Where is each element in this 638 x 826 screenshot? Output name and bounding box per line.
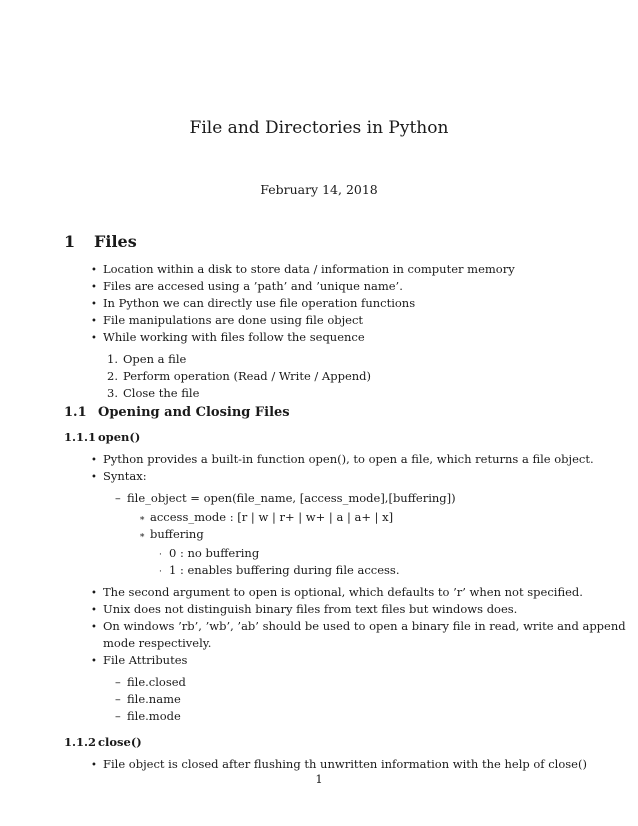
param-item: ∗ access_mode : [r | w | r+ | w+ | a | a+ | x] — [139, 510, 394, 524]
asterisk-icon: ∗ — [139, 531, 146, 541]
bullet-icon: • — [91, 299, 97, 310]
attribute-item: – file.name — [115, 692, 181, 706]
enum-item: 1. Open a file — [107, 352, 187, 366]
bullet-icon: • — [91, 472, 97, 483]
list-item: • Python provides a built-in function open(), to open a file, which returns a file object. — [91, 452, 594, 466]
bullet-icon: • — [91, 455, 97, 466]
attribute-item: – file.mode — [115, 709, 181, 723]
dash-icon: – — [115, 491, 121, 505]
dash-icon: – — [115, 675, 121, 689]
bullet-icon: • — [91, 282, 97, 293]
middle-dot-icon: · — [159, 550, 162, 560]
list-item: • Files are accesed using a ’path’ and ’unique name’. — [91, 279, 403, 293]
section-title: Files — [94, 232, 137, 251]
list-item: • Unix does not distinguish binary files from text files but windows does. — [91, 602, 518, 616]
bullet-icon: • — [91, 588, 97, 599]
attribute-item: – file.closed — [115, 675, 186, 689]
bullet-icon: • — [91, 316, 97, 327]
list-item: • While working with files follow the sequence — [91, 330, 365, 344]
list-item-continuation: mode respectively. — [103, 636, 212, 650]
bullet-icon: • — [91, 656, 97, 667]
enum-item: 3. Close the file — [107, 386, 200, 400]
middle-dot-icon: · — [159, 567, 162, 577]
list-item: • File object is closed after flushing th unwritten information with the help of close() — [91, 757, 587, 771]
bullet-icon: • — [91, 605, 97, 616]
bullet-icon: • — [91, 622, 97, 633]
asterisk-icon: ∗ — [139, 514, 146, 524]
document-date: February 14, 2018 — [260, 182, 378, 197]
subsubsection-heading-open: 1.1.1 open() — [64, 430, 141, 444]
option-item: · 0 : no buffering — [159, 546, 260, 560]
list-item: • File Attributes — [91, 653, 188, 667]
option-item: · 1 : enables buffering during file access. — [159, 563, 400, 577]
bullet-icon: • — [91, 333, 97, 344]
dash-icon: – — [115, 709, 121, 723]
page-number: 1 — [315, 772, 323, 786]
enum-item: 2. Perform operation (Read / Write / Append) — [107, 369, 372, 383]
syntax-line: – file_object = open(file_name, [access_mode],[buffering]) — [115, 491, 456, 505]
section-heading-files — [64, 232, 137, 251]
bullet-icon: • — [91, 760, 97, 771]
section-number: 1 — [64, 232, 76, 251]
list-item: • Syntax: — [91, 469, 147, 483]
list-item: • On windows ’rb’, ’wb’, ’ab’ should be used to open a binary file in read, write and append — [91, 619, 626, 633]
subsection-heading: 1.1 Opening and Closing Files — [64, 405, 290, 420]
subsubsection-heading-close: 1.1.2 close() — [64, 735, 142, 749]
param-item: ∗ buffering — [139, 527, 204, 541]
document-title: File and Directories in Python — [189, 118, 449, 138]
dash-icon: – — [115, 692, 121, 706]
list-item: • The second argument to open is optional, which defaults to ’r’ when not specified. — [91, 585, 583, 599]
bullet-icon: • — [91, 265, 97, 276]
list-item: • File manipulations are done using file object — [91, 313, 364, 327]
list-item: • Location within a disk to store data / information in computer memory — [91, 262, 515, 276]
list-item: • In Python we can directly use file operation functions — [91, 296, 416, 310]
